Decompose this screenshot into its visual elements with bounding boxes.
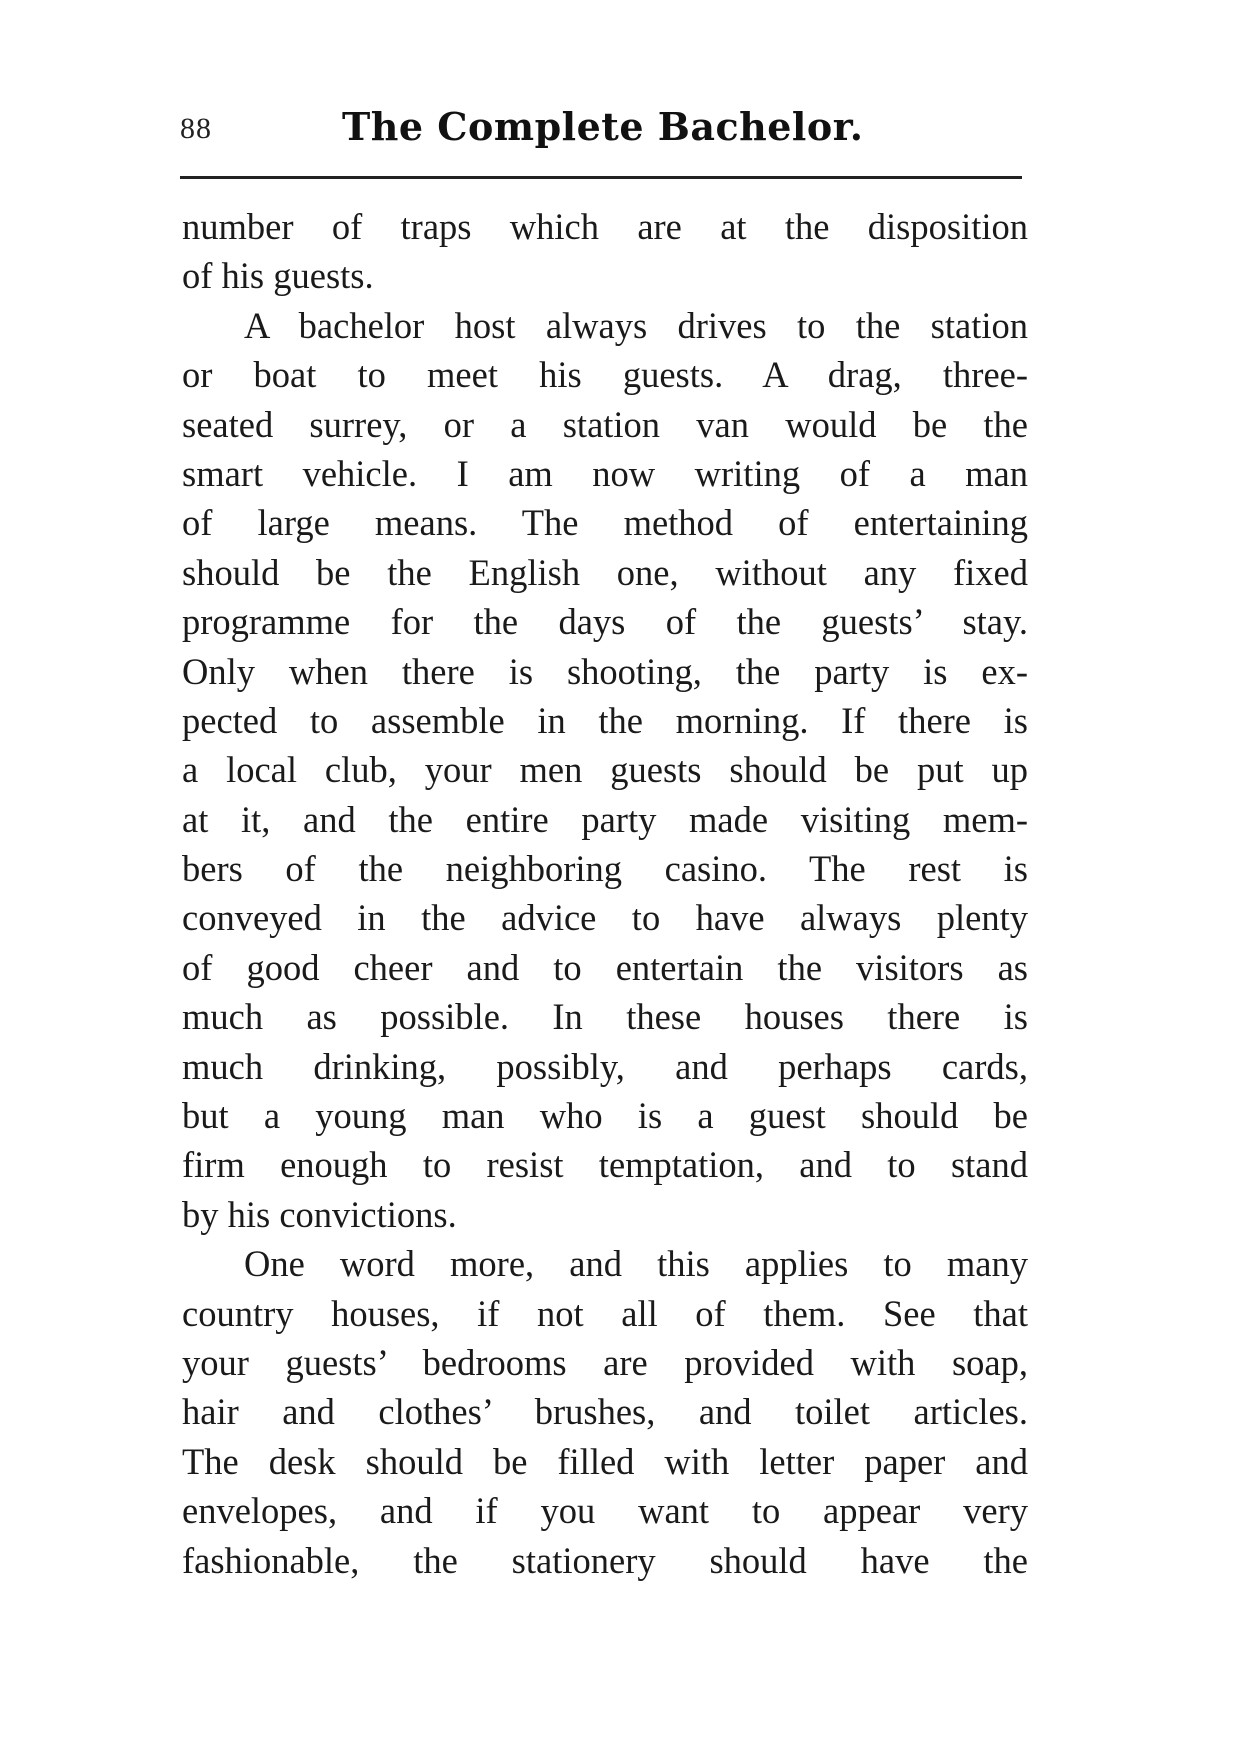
- text-line: conveyed in the advice to have always plenty: [182, 897, 1028, 939]
- text-line: your guests’ bedrooms are provided with soap,: [182, 1341, 1028, 1383]
- text-line: of good cheer and to entertain the visitors as: [182, 946, 1028, 988]
- running-title: The Complete Bachelor.: [342, 104, 864, 149]
- text-line: of his guests.: [182, 255, 374, 297]
- text-line: a local club, your men guests should be put up: [182, 749, 1028, 791]
- text-line: The desk should be filled with letter paper and: [182, 1440, 1028, 1482]
- text-line: programme for the days of the guests’ stay.: [182, 601, 1028, 643]
- text-line: much drinking, possibly, and perhaps cards,: [182, 1045, 1028, 1087]
- text-line: Only when there is shooting, the party is ex-: [182, 650, 1028, 692]
- text-line: country houses, if not all of them. See that: [182, 1292, 1028, 1334]
- text-line: by his convictions.: [182, 1193, 457, 1235]
- running-head: [180, 104, 1022, 164]
- text-line: at it, and the entire party made visiting mem-: [182, 798, 1028, 840]
- body-text: [182, 202, 1028, 1585]
- text-line: or boat to meet his guests. A drag, three-: [182, 354, 1028, 396]
- text-line: fashionable, the stationery should have the: [182, 1539, 1028, 1581]
- text-line: number of traps which are at the disposition: [182, 206, 1028, 247]
- text-line: seated surrey, or a station van would be the: [182, 403, 1028, 445]
- text-line: of large means. The method of entertaining: [182, 502, 1028, 544]
- text-line: A bachelor host always drives to the station: [244, 304, 1028, 346]
- text-line: should be the English one, without any fixed: [182, 551, 1028, 593]
- text-line: envelopes, and if you want to appear very: [182, 1490, 1028, 1532]
- text-line: hair and clothes’ brushes, and toilet articles.: [182, 1391, 1028, 1433]
- text-line: but a young man who is a guest should be: [182, 1095, 1028, 1137]
- page-number: 88: [180, 112, 212, 145]
- header-rule: [180, 176, 1022, 179]
- text-line: firm enough to resist temptation, and to stand: [182, 1144, 1028, 1186]
- text-line: bers of the neighboring casino. The rest is: [182, 848, 1028, 890]
- text-line: One word more, and this applies to many: [244, 1243, 1028, 1285]
- text-line: smart vehicle. I am now writing of a man: [182, 452, 1028, 494]
- text-line: pected to assemble in the morning. If there is: [182, 699, 1028, 741]
- text-line: much as possible. In these houses there is: [182, 996, 1028, 1038]
